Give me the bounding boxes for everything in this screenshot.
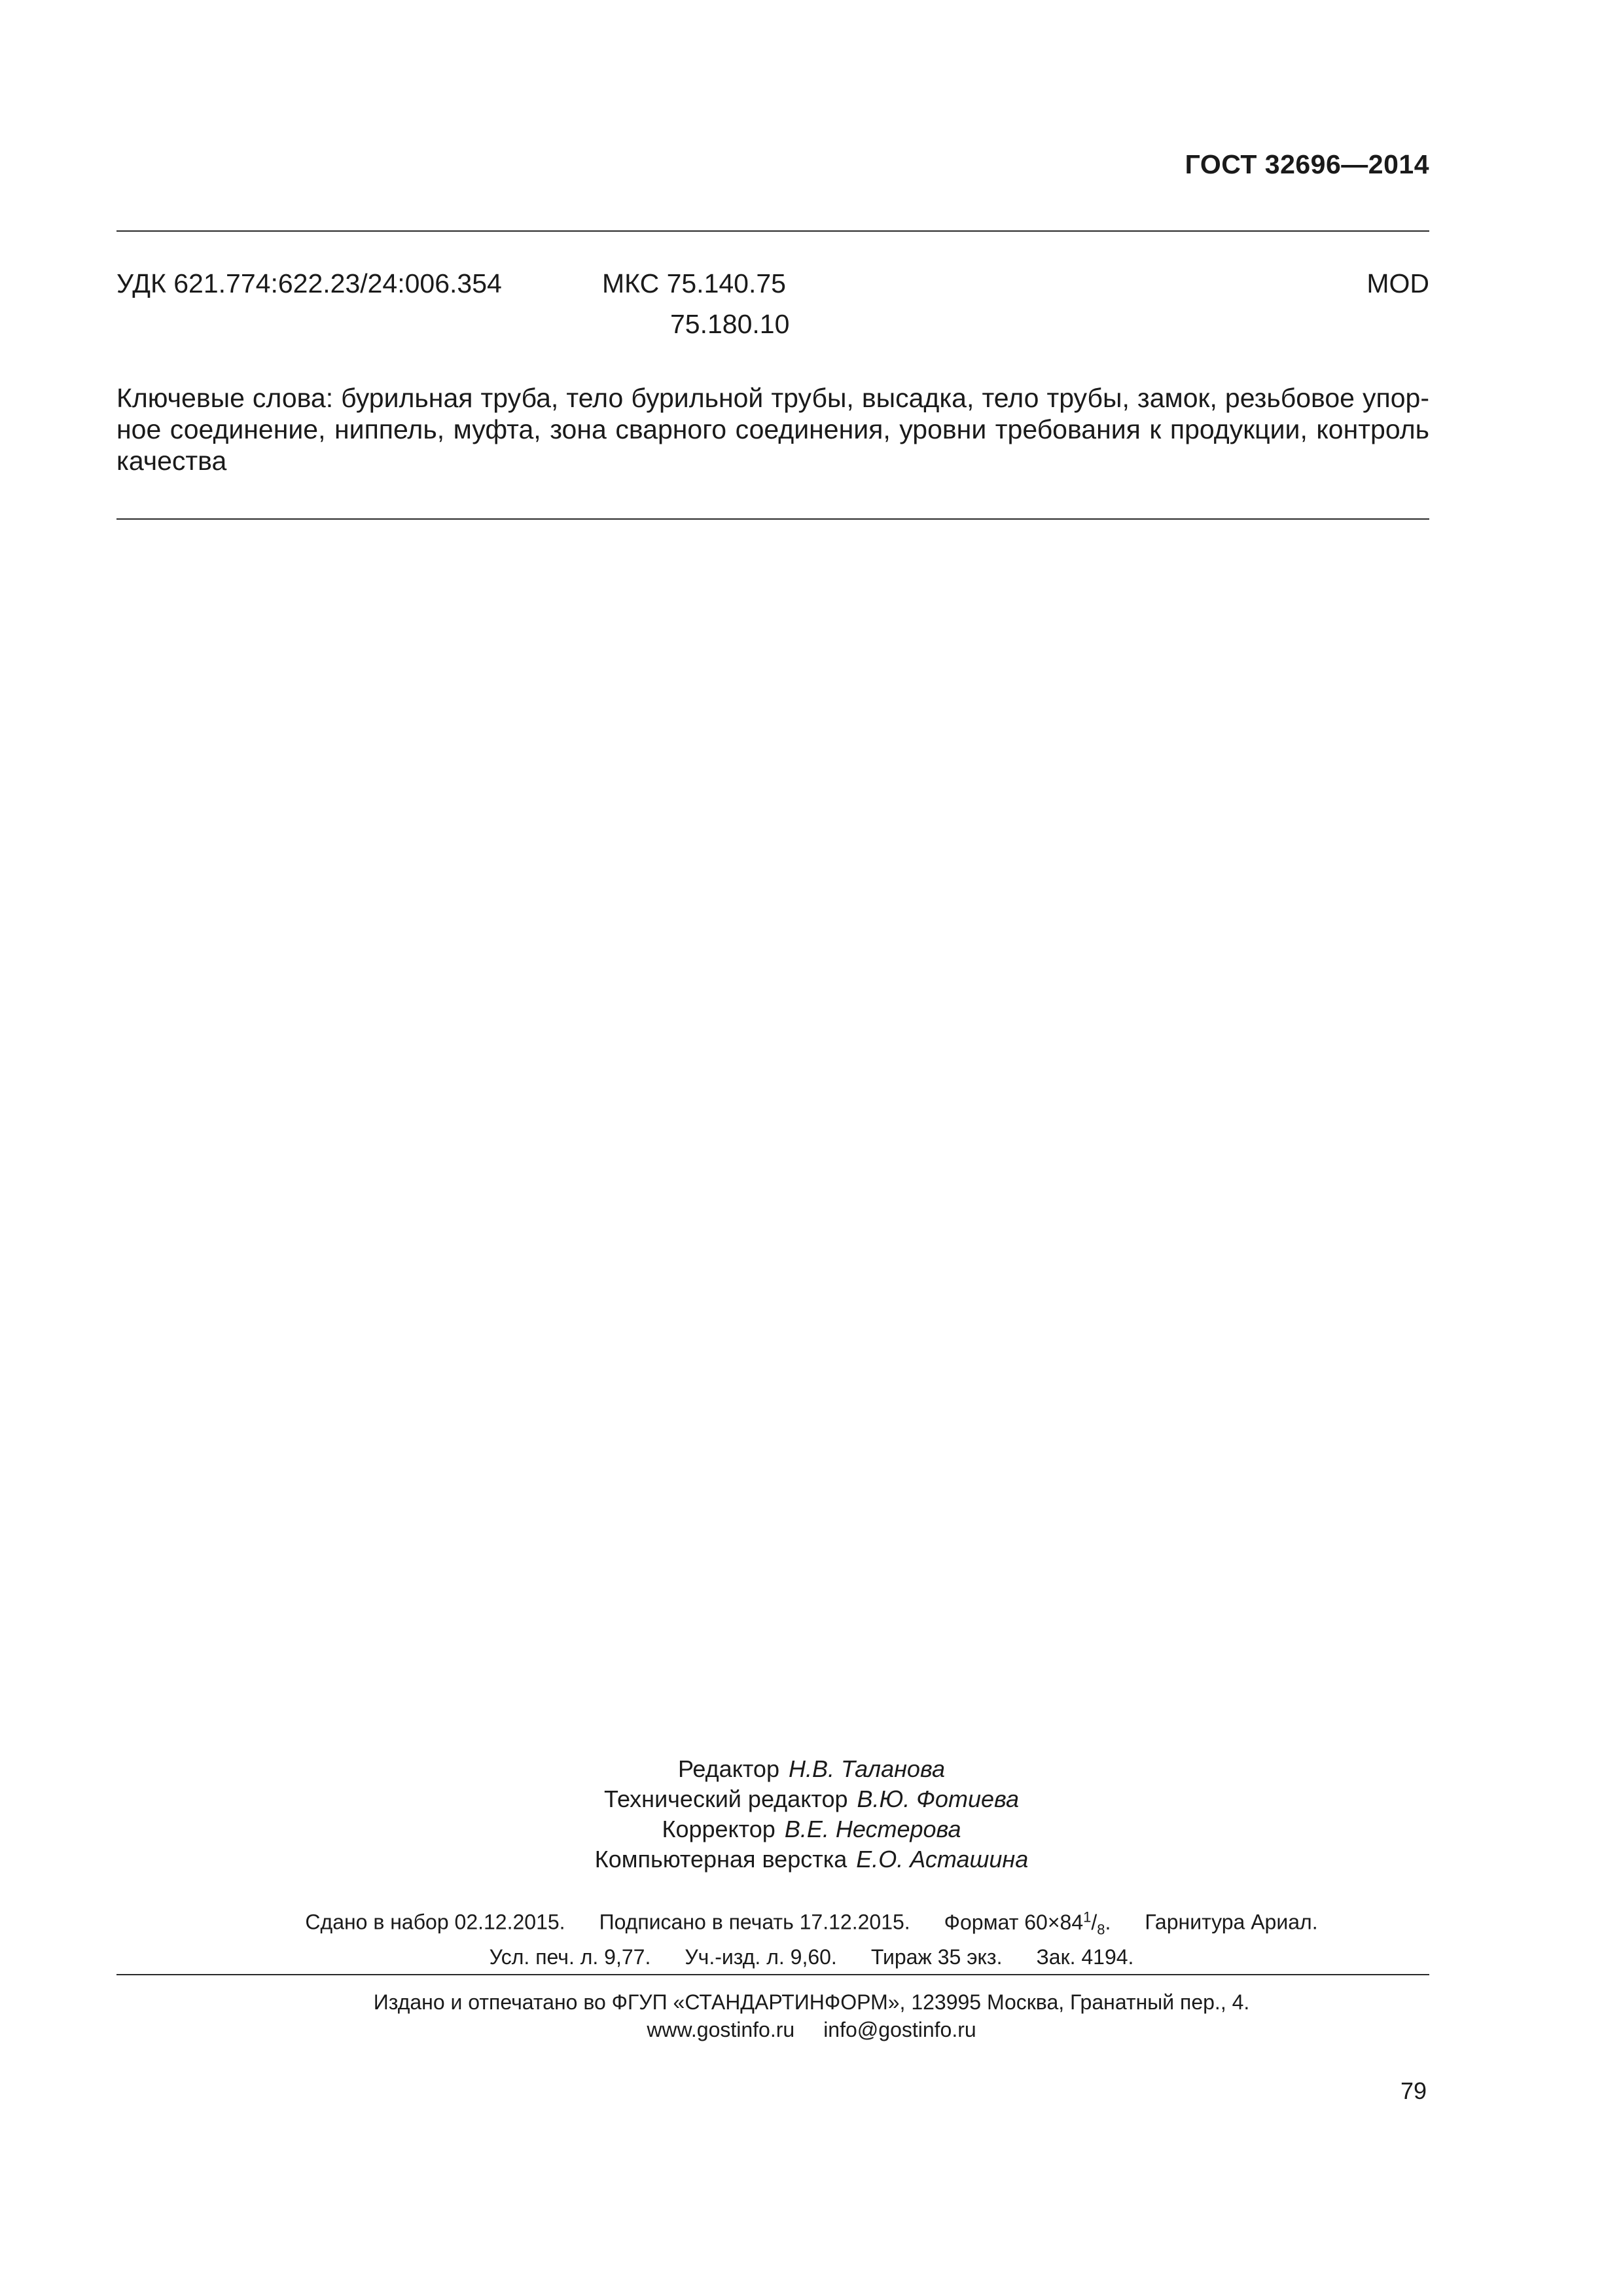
imprint-order: Зак. 4194. <box>1036 1945 1134 1969</box>
credit-name: Н.В. Таланова <box>788 1755 945 1782</box>
publisher-block <box>0 1988 1623 2043</box>
modification-mark: MOD <box>1366 268 1429 298</box>
standard-code-header: ГОСТ 32696—2014 <box>1185 149 1429 179</box>
credit-role: Технический редактор <box>603 1785 848 1812</box>
publisher-line: Издано и отпечатано во ФГУП «СТАНДАРТИНФОРМ», 123995 Москва, Гранатный пер., 4. <box>373 1990 1250 2014</box>
publisher-email: info@gostinfo.ru <box>823 2018 976 2041</box>
imprint-line-2 <box>0 1943 1623 1971</box>
publisher-website: www.gostinfo.ru <box>647 2018 795 2041</box>
udk-code: УДК 621.774:622.23/24:006.354 <box>116 268 502 298</box>
credit-row-proofreader <box>0 1814 1623 1844</box>
publisher-contacts <box>0 2016 1623 2043</box>
imprint-format: Формат $60\times 84^1/_8$. <box>944 1909 1111 1938</box>
imprint-signed: Подписано в печать 17.12.2015. <box>599 1910 910 1934</box>
credit-role: Редактор <box>678 1755 779 1782</box>
credit-name: В.Ю. Фотиева <box>857 1785 1020 1812</box>
keywords-line: качества <box>116 446 227 476</box>
mks-code-secondary: 75.180.10 <box>670 309 790 339</box>
imprint-circulation: Тираж 35 экз. <box>870 1945 1003 1969</box>
imprint-typeface: Гарнитура Ариал. <box>1145 1910 1318 1934</box>
keywords-divider <box>116 518 1429 520</box>
credit-name: В.Е. Нестерова <box>784 1816 961 1842</box>
mks-code-primary: МКС 75.140.75 <box>602 268 786 298</box>
keywords-paragraph <box>116 382 1429 476</box>
credit-role: Корректор <box>662 1816 776 1842</box>
credit-row-layout <box>0 1844 1623 1874</box>
imprint-print-sheets: Усл. печ. л. 9,77. <box>489 1945 651 1969</box>
keywords-line: ное соединение, ниппель, муфта, зона сварного соединения, уровни требования к продукции, контроль <box>116 414 1429 444</box>
credit-row-tech-editor <box>0 1784 1623 1814</box>
imprint-submitted: Сдано в набор 02.12.2015. <box>305 1910 565 1934</box>
credit-name: Е.О. Асташина <box>856 1846 1029 1873</box>
imprint-block <box>0 1903 1623 1971</box>
top-divider <box>116 230 1429 232</box>
credits-block <box>0 1754 1623 1874</box>
imprint-line-1 <box>0 1903 1623 1943</box>
credit-role: Компьютерная верстка <box>594 1846 847 1873</box>
imprint-pub-sheets: Уч.-изд. л. 9,60. <box>685 1945 837 1969</box>
credit-row-editor <box>0 1754 1623 1784</box>
publisher-divider <box>116 1974 1429 1975</box>
keywords-line: Ключевые слова: бурильная труба, тело бурильной трубы, высадка, тело трубы, замок, резьбовое упор- <box>116 383 1429 413</box>
page-number: 79 <box>1400 2077 1427 2104</box>
